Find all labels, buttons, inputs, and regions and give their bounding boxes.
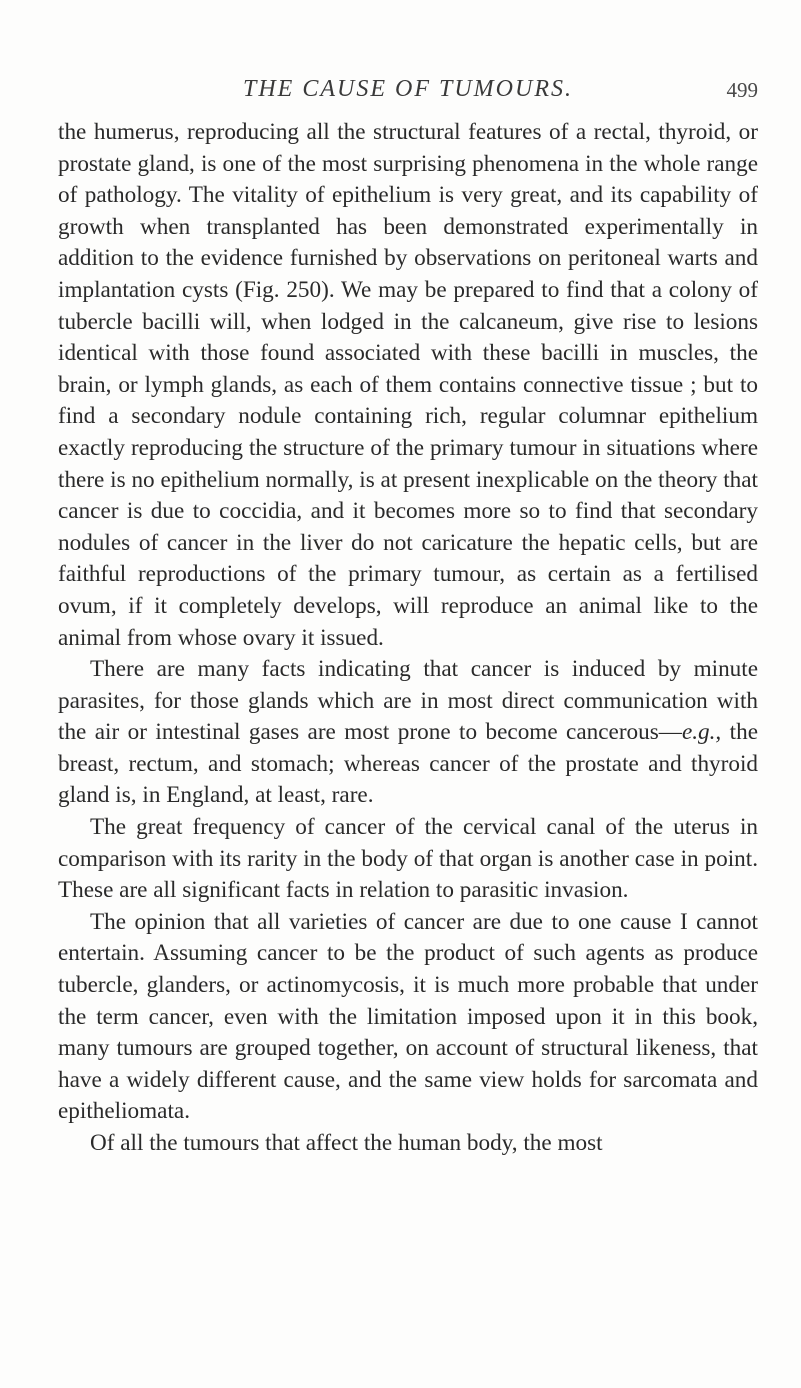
running-title: THE CAUSE OF TUMOURS.: [243, 76, 573, 102]
paragraph-uterus: [58, 812, 758, 907]
paragraph-text: There are many facts indicating that cancer is induced by minute parasites, for those glands which are in most direct communication with the air or intestinal gases are most prone to become cancerous—: [58, 656, 758, 746]
paragraph-text: The great frequency of cancer of the cervical canal of the uterus in comparison with its rarity in the body of that organ is another case in point. These are all significant facts in relation to parasitic invasion.: [58, 814, 758, 904]
paragraph-text: the humerus, reproducing all the structural features of a rectal, thyroid, or prostate gland, is one of the most surprising phenomena in the whole range of pathology. The vitality of epithelium is very great, and its capability of growth when transplanted has been demonstrated experimentally in addition to the evidence furnished by observations on peritoneal warts and implantation cysts (Fig. 250). We may be prepared to find that a colony of tubercle bacilli will, when lodged in the calcaneum, give rise to lesions identical with those found associated with these bacilli in muscles, the brain, or lymph glands, as each of them contains connective tissue ; but to find a secondary nodule containing rich, regular columnar epithelium exactly reproducing the structure of the primary tumour in situations where there is no epithelium normally, is at present inexplicable on the theory that cancer is due to coccidia, and it becomes more so to find that secondary nodules of cancer in the liver do not caricature the hepatic cells, but are faithful reproductions of the primary tumour, as certain as a fertilised ovum, if it completely develops, will reproduce an animal like to the animal from whose ovary it issued.: [58, 119, 758, 651]
paragraph-text: Of all the tumours that affect the human body, the most: [90, 1130, 603, 1156]
paragraph-opinion: [58, 907, 758, 1128]
page-header: [58, 76, 758, 106]
paragraph-text: The opinion that all varieties of cancer are due to one cause I cannot entertain. Assuming cancer to be the product of such agents as produce tubercle, glanders, or actinomycosis, it is much more probable that under the term cancer, even with the limitation imposed upon it in this book, many tumours are grouped together, on account of structural likeness, that have a widely different cause, and the same view holds for sarcomata and epitheliomata.: [58, 908, 758, 1125]
paragraph-final: [58, 1128, 758, 1160]
paragraph-text: the breast, rectum, and stomach; whereas cancer of the prostate and thyroid gland is, in England, at least, rare.: [58, 719, 759, 809]
body-text: [58, 117, 758, 1160]
italic-abbreviation: e.g.,: [681, 719, 722, 746]
page-number: 499: [726, 78, 758, 102]
paragraph-parasites: [58, 654, 758, 812]
paragraph-continued: [58, 117, 758, 654]
